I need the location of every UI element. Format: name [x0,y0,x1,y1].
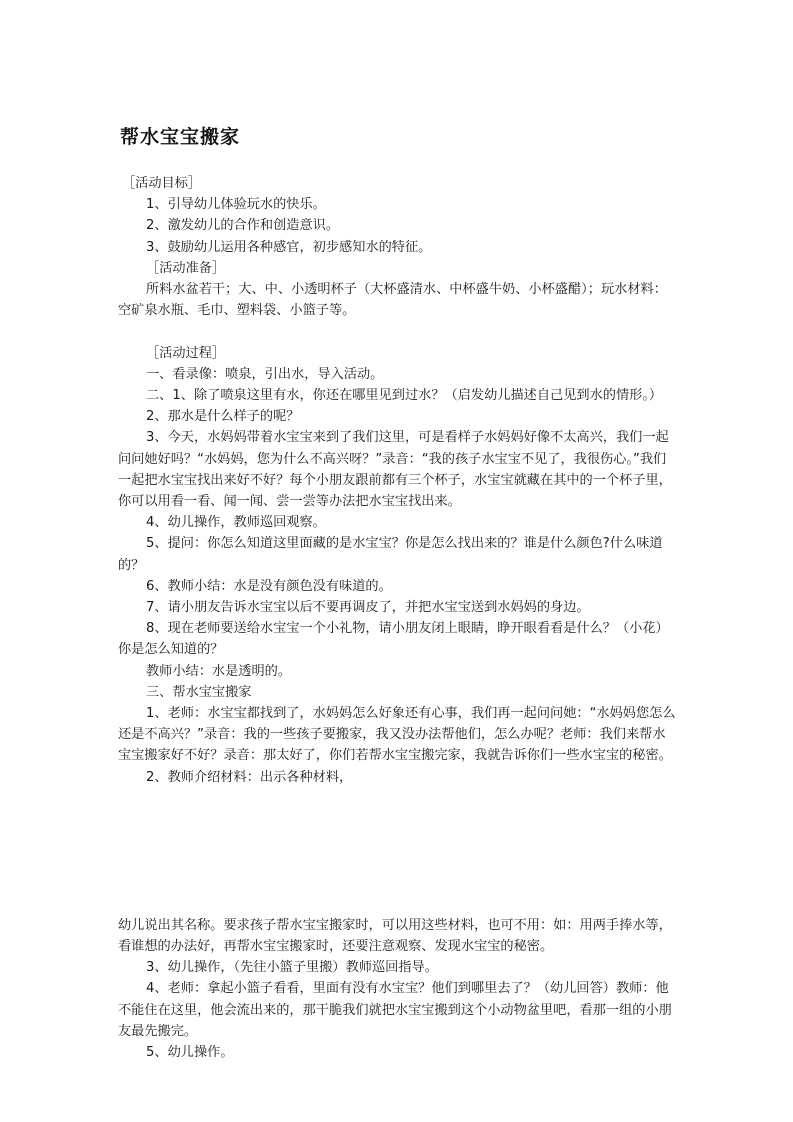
section-heading-process: ［活动过程］ [146,345,226,361]
document-body [118,173,676,1063]
goal-item: 3、鼓励幼儿运用各种感官，初步感知水的特征。 [146,239,432,255]
section-heading-preparation: ［活动准备］ [146,260,226,276]
process-step: 二、1、除了喷泉这里有水，你还在哪里见到过水？（启发幼儿描述自己见到水的情形。） [146,388,663,404]
process-step: 2、教师介绍材料：出示各种材料， [146,769,353,785]
process-step: 3、幼儿操作，（先往小篮子里搬）教师巡回指导。 [146,960,438,976]
process-step: 5、提问：你怎么知道这里面藏的是水宝宝？你是怎么找出来的？谁是什么颜色?什么味道的？ [118,536,663,573]
section-heading-moving: 三、帮水宝宝搬家 [146,684,252,700]
goal-item: 2、激发幼儿的合作和创造意识。 [146,218,340,234]
process-step: 2、那水是什么样子的呢？ [146,409,300,425]
process-step-continued: 幼儿说出其名称。要求孩子帮水宝宝搬家时，可以用这些材料，也可不用：如：用两手捧水等，看谁想的办法好，再帮水宝宝搬家时，还要注意观察、发现水宝宝的秘密。 [118,917,672,955]
process-step: 一、看录像：喷泉，引出水，导入活动。 [146,366,384,382]
document-title: 帮水宝宝搬家 [120,126,241,148]
blank-area [118,788,676,915]
process-step: 4、老师：拿起小篮子看看，里面有没有水宝宝？他们到哪里去了？（幼儿回答）教师：他不能住在这里，他会流出来的，那干脆我们就把水宝宝搬到这个小动物盆里吧，看那一组的小朋友最先搬完。 [118,981,672,1039]
process-step: 5、幼儿操作。 [146,1045,234,1061]
blank-line [118,321,676,342]
process-step: 7、请小朋友告诉水宝宝以后不要再调皮了，并把水宝宝送到水妈妈的身边。 [146,600,590,616]
process-step: 4、幼儿操作，教师巡回观察。 [146,515,326,531]
section-heading-goals: ［活动目标］ [122,176,202,191]
preparation-text: 所料水盆若干；大、中、小透明杯子（大杯盛清水、中杯盛牛奶、小杯盛醋）；玩水材料：空矿泉水瓶、毛巾、塑料袋、小篮子等。 [118,282,667,319]
process-step: 1、老师：水宝宝都找到了，水妈妈怎么好象还有心事，我们再一起问问她：“水妈妈您怎么还是不高兴？”录音：我的一些孩子要搬家，我又没办法帮他们，怎么办呢？老师：我们来帮水宝宝搬家好不好？录音：那太好了，你们若帮水宝宝搬完家，我就告诉你们一些水宝宝的秘密。 [118,706,676,764]
goal-item: 1、引导幼儿体验玩水的快乐。 [146,197,326,213]
process-step: 6、教师小结：水是没有颜色没有味道的。 [146,578,392,594]
process-step: 8、现在老师要送给水宝宝一个小礼物，请小朋友闭上眼睛，睁开眼看看是什么？（小花）你是怎么知道的？ [118,621,669,658]
process-step: 教师小结：水是透明的。 [146,663,292,679]
process-step: 3、今天，水妈妈带着水宝宝来到了我们这里，可是看样子水妈妈好像不太高兴，我们一起问问她好吗？“水妈妈，您为什么不高兴呀？”录音：“我的孩子水宝宝不见了，我很伤心。”我们一起把水宝宝找出来好不好？每个小朋友跟前都有三个杯子，水宝宝就藏在其中的一个杯子里，你可以用看一看、闻一闻、尝一尝等办法把水宝宝找出来。 [118,430,672,510]
